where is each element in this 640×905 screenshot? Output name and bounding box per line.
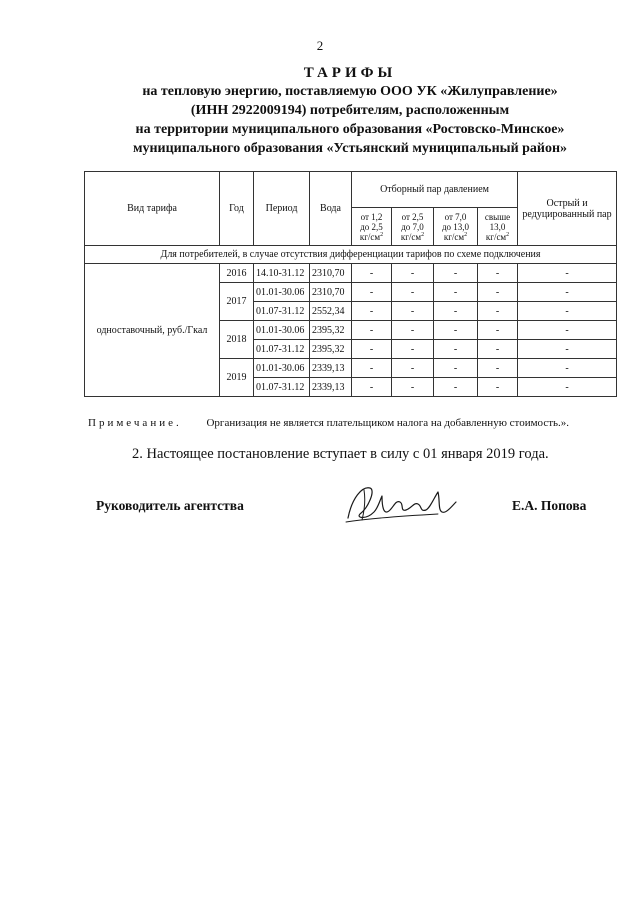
title-line: муниципального образования «Устьянский муниципальный район» <box>132 141 568 156</box>
period-cell: 01.01-30.06 <box>254 359 310 378</box>
pressure-2-cell: - <box>392 302 434 321</box>
pressure-1-cell: - <box>352 283 392 302</box>
pressure-2-cell: - <box>392 359 434 378</box>
pressure-range-to: до 13,0 <box>441 221 470 232</box>
period-cell: 01.07-31.12 <box>254 378 310 397</box>
pressure-2-cell: - <box>392 321 434 340</box>
tariff-table <box>84 171 617 397</box>
water-cell: 2339,13 <box>310 359 352 378</box>
note <box>88 417 628 429</box>
sharp-steam-cell: - <box>518 283 617 302</box>
title-line: на территории муниципального образования «Ростовско-Минское» <box>135 122 565 137</box>
pressure-range-to: до 2,5 <box>360 221 383 232</box>
pressure-2-cell: - <box>392 283 434 302</box>
pressure-2-cell: - <box>392 340 434 359</box>
pressure-3-cell: - <box>434 302 478 321</box>
signatory-role: Руководитель агентства <box>96 498 244 513</box>
pressure-unit: кг/см <box>400 231 422 242</box>
year-cell: 2018 <box>220 321 254 359</box>
header-year: Год <box>220 172 254 246</box>
pressure-4-cell: - <box>478 378 518 397</box>
water-cell: 2310,70 <box>310 264 352 283</box>
document-title-block <box>60 64 640 158</box>
pressure-3-cell: - <box>434 264 478 283</box>
pressure-range-to: 13,0 <box>489 221 506 232</box>
pressure-3-cell: - <box>434 340 478 359</box>
header-period: Период <box>254 172 310 246</box>
pressure-range-from: от 2,5 <box>401 211 424 222</box>
pressure-unit: кг/см <box>485 231 507 242</box>
pressure-1-cell: - <box>352 321 392 340</box>
unit-power: 2 <box>506 231 510 238</box>
pressure-unit: кг/см <box>359 231 381 242</box>
pressure-3-cell: - <box>434 359 478 378</box>
header-water: Вода <box>310 172 352 246</box>
sharp-steam-cell: - <box>518 378 617 397</box>
effective-date-paragraph: 2. Настоящее постановление вступает в силу с 01 января 2019 года. <box>132 446 549 462</box>
tariff-label: одноставочный, руб./Гкал <box>85 264 220 397</box>
note-label: Примечание. <box>88 417 182 429</box>
period-cell: 01.07-31.12 <box>254 340 310 359</box>
header-pressure-4 <box>478 208 518 246</box>
header-pressure-1 <box>352 208 392 246</box>
page-number: 2 <box>316 38 324 53</box>
period-cell: 01.01-30.06 <box>254 321 310 340</box>
pressure-2-cell: - <box>392 264 434 283</box>
sharp-steam-cell: - <box>518 264 617 283</box>
table-row <box>85 264 617 283</box>
pressure-1-cell: - <box>352 340 392 359</box>
pressure-unit: кг/см <box>443 231 465 242</box>
section-caption: Для потребителей, в случае отсутствия дифференциации тарифов по схеме подключения <box>85 246 617 264</box>
pressure-range-from: свыше <box>484 211 511 222</box>
pressure-1-cell: - <box>352 378 392 397</box>
title-line: (ИНН 2922009194) потребителям, расположенным <box>190 103 510 118</box>
pressure-range-from: от 1,2 <box>360 211 383 222</box>
water-cell: 2395,32 <box>310 321 352 340</box>
year-cell: 2019 <box>220 359 254 397</box>
pressure-range-to: до 7,0 <box>401 221 424 232</box>
pressure-3-cell: - <box>434 321 478 340</box>
pressure-4-cell: - <box>478 321 518 340</box>
unit-power: 2 <box>464 231 468 238</box>
pressure-range-from: от 7,0 <box>444 211 467 222</box>
water-cell: 2339,13 <box>310 378 352 397</box>
title-line: на тепловую энергию, поставляемую ООО УК «Жилуправление» <box>142 84 558 99</box>
pressure-3-cell: - <box>434 283 478 302</box>
note-text: Организация не является плательщиком налога на добавленную стоимость.». <box>206 417 570 429</box>
header-sharp-steam: Острый и редуцированный пар <box>518 172 617 246</box>
header-pressure-2 <box>392 208 434 246</box>
pressure-4-cell: - <box>478 264 518 283</box>
document-title: ТАРИФЫ <box>303 65 397 81</box>
sharp-steam-cell: - <box>518 359 617 378</box>
period-cell: 01.07-31.12 <box>254 302 310 321</box>
header-pressure-3 <box>434 208 478 246</box>
pressure-1-cell: - <box>352 302 392 321</box>
water-cell: 2310,70 <box>310 283 352 302</box>
water-cell: 2552,34 <box>310 302 352 321</box>
pressure-2-cell: - <box>392 378 434 397</box>
water-cell: 2395,32 <box>310 340 352 359</box>
pressure-4-cell: - <box>478 302 518 321</box>
header-steam-group: Отборный пар давлением <box>352 172 518 208</box>
period-cell: 01.01-30.06 <box>254 283 310 302</box>
pressure-4-cell: - <box>478 283 518 302</box>
handwritten-signature <box>342 478 460 528</box>
signatory-name: Е.А. Попова <box>512 498 587 513</box>
year-cell: 2017 <box>220 283 254 321</box>
pressure-4-cell: - <box>478 340 518 359</box>
pressure-3-cell: - <box>434 378 478 397</box>
period-cell: 14.10-31.12 <box>254 264 310 283</box>
pressure-1-cell: - <box>352 359 392 378</box>
unit-power: 2 <box>380 231 384 238</box>
pressure-1-cell: - <box>352 264 392 283</box>
year-cell: 2016 <box>220 264 254 283</box>
unit-power: 2 <box>421 231 425 238</box>
sharp-steam-cell: - <box>518 302 617 321</box>
pressure-4-cell: - <box>478 359 518 378</box>
header-tariff-type: Вид тарифа <box>85 172 220 246</box>
sharp-steam-cell: - <box>518 321 617 340</box>
sharp-steam-cell: - <box>518 340 617 359</box>
